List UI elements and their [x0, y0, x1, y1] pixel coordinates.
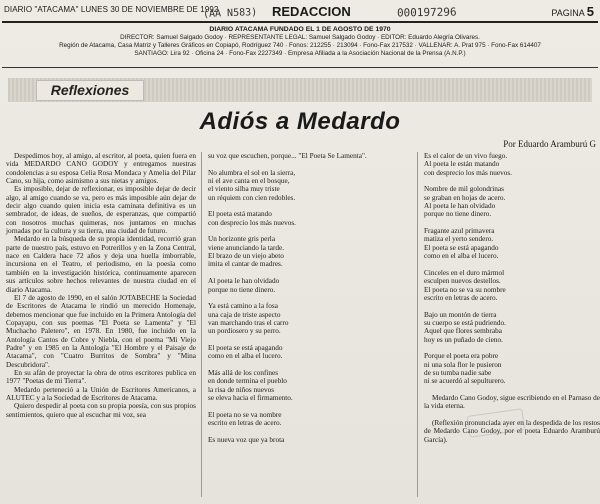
page-label: PAGINA	[551, 8, 585, 18]
verse: Fragante azul primavera matiza el yerto sendero. El poeta se está apagando como en el alba el lucero.	[424, 227, 499, 261]
masthead-address-2: SANTIAGO: Lira 92 · Oficina 24 · Fono-Fax 2227349 · Empresa Afiliada a la Asociación Nacional de la Prensa (A.N.P.)	[134, 50, 466, 57]
paragraph: su voz que escuchen, porque... "El Poeta Se Lamenta".	[208, 152, 367, 160]
paragraph: El 7 de agosto de 1990, en el salón JOTABECHE la Sociedad de Escritores de Atacama le rindió un merecido Homenaje, debemos mencionar que fue incluido en la Primera Antología del Copayapu, con sus poemas "El Poeta se Lamenta" y "El Muchacho Paletero", en 1978. En 1980, fue incluido en la Antología Cantos de Cobre y Niebla, con el poema "Mi Viejo Padre" y en 1985 en la Antología "El Hombre y el Paisaje de Atacama", con "Cuatro Burritos de Sombra" y "Mina Descubridora".	[6, 293, 196, 369]
header-rule	[2, 21, 598, 23]
paragraph: Medardo perteneció a la Unión de Escritores Americanos, a ALUTEC y a la Sociedad de Escritores de Atacama.	[6, 385, 196, 402]
masthead-staff: DIRECTOR: Samuel Salgado Godoy · REPRESENTANTE LEGAL: Samuel Salgado Godoy · EDITOR: Eduardo Alegría Olivares.	[120, 34, 480, 41]
paragraph: (Reflexión pronunciada ayer en la despedida de los restos de Medardo Cano Godoy, por el poeta Eduardo Aramburú García).	[424, 419, 600, 444]
paragraph: Es imposible, dejar de reflexionar, es imposible dejar de decir algo, al amigo cuando se va, pero es más imposible aún dejar de decir algo cuando quien inicia esta caminata definitiva es un sembrador, de ideas, de sueños, de esperanzas, que compartió con nosotros muchas quimeras, nos juntamos en muchas jornadas por la cultura y su tierra, una ciudad de futuro.	[6, 185, 196, 236]
verse: El poeta no se va nombre escrito en letras de acero.	[208, 410, 282, 427]
paragraph: En su afán de proyectar la obra de otros escritores publica en 1977 "Poetas de mi Tierra".	[6, 368, 196, 386]
article-title: Adiós a Medardo	[199, 108, 401, 135]
article-column-3	[424, 152, 600, 444]
section-label: Reflexiones	[36, 80, 144, 101]
paragraph: Despedimos hoy, al amigo, al escritor, al poeta, quien fuera en vida MEDARDO CANO GODOY y entregamos nuestras condolencias a su esposa Celia Rosa Mondaca y Amelia del Pilar Cano, su hija, como asimismo a sus nietas y amigos.	[6, 152, 196, 186]
column-divider	[417, 152, 418, 497]
column-divider	[201, 152, 202, 497]
page-number-value: 5	[586, 4, 594, 19]
verse: Más allá de los confines en donde termina el pueblo la risa de niños nuevos se eleva hacia el firmamento.	[208, 368, 293, 402]
masthead-address-1: Región de Atacama, Casa Matriz y Talleres Gráficos en Copiapó, Rodríguez 740 · Fonos: 212255 · 213094 · Fono-Fax 217532 · VALLENAR: A. Prat 975 · Fono-Fax 614407	[59, 42, 541, 49]
paragraph: Medardo Cano Godoy, sigue escribiendo en el Parnaso de la vida eterna.	[424, 393, 600, 411]
handwritten-note-1: (AA N583)	[202, 7, 258, 20]
verse: El poeta está matando con desprecio los más nuevos.	[208, 210, 296, 227]
header-dateline: DIARIO "ATACAMA" LUNES 30 DE NOVIEMBRE DE 1992	[4, 5, 219, 14]
verse: No alumbra el sol en la sierra, ni el ave canta en el bosque, el viento silba muy triste un réquiem con cien redobles.	[208, 168, 296, 202]
verse: Un horizonte gris perla viene anunciando la tarde. El brazo de un viejo abeto imita el cantar de madres.	[208, 235, 285, 269]
masthead-founded: DIARIO ATACAMA FUNDADO EL 1 DE AGOSTO DE 1970	[209, 26, 391, 33]
verse: Es nueva voz que ya brota	[208, 435, 285, 444]
paragraph: Medardo en la búsqueda de su propia identidad, recorrió gran parte de nuestro país, estuvo en Potrerillos y en la Zona Central, nace en Caldera hace 72 años y deja una huella imborrable, incursiona en el Teatro, el periodismo, en la poesía como también en la investigación histórica, continuamente aparecen sus artículos sobre hechos relevantes de nuestra ciudad en el diario Atacama.	[6, 235, 196, 294]
verse: Nombre de mil golondrinas se graban en hojas de acero. Al poeta le han olvidado porque no tiene dinero.	[424, 185, 506, 219]
article-column-2	[208, 152, 404, 444]
verse: Bajo un montón de tierra su cuerpo se está pudriendo. Aquel que flores sembraba hoy es un puñado de cieno.	[424, 310, 506, 344]
verse: Al poeta le han olvidado porque no tiene dinero.	[208, 277, 280, 294]
page-number	[551, 4, 594, 19]
verse: El poeta se está apagando como en el alba el lucero.	[208, 343, 283, 361]
verse: Ya está camino a la fosa una caja de triste aspecto van marchando tras el carro un pordiosero y su perro.	[208, 302, 289, 336]
article-column-1	[6, 152, 196, 419]
verse: Porque el poeta era pobre ni una sola flor le pusieron de su tumba nadie sabe ni se acuerdó al sepulturero.	[424, 352, 506, 386]
masthead-rule	[2, 67, 598, 68]
paragraph: Quiero despedir al poeta con su propia poesía, con sus propios sentimientos, quiero que al escuchar mi voz, sea	[6, 402, 196, 419]
handwritten-note-2: 000197296	[396, 5, 457, 20]
verse: Cinceles en el duro mármol esculpen nuevos destellos. El poeta no se va su nombre escrito en letras de acero.	[424, 268, 506, 302]
article-byline: Por Eduardo Aramburú G	[503, 139, 596, 149]
section-header: REDACCION	[272, 4, 351, 19]
verse: Es el calor de un vivo fuego. Al poeta le están matando con desprecio los más nuevos.	[424, 152, 512, 177]
